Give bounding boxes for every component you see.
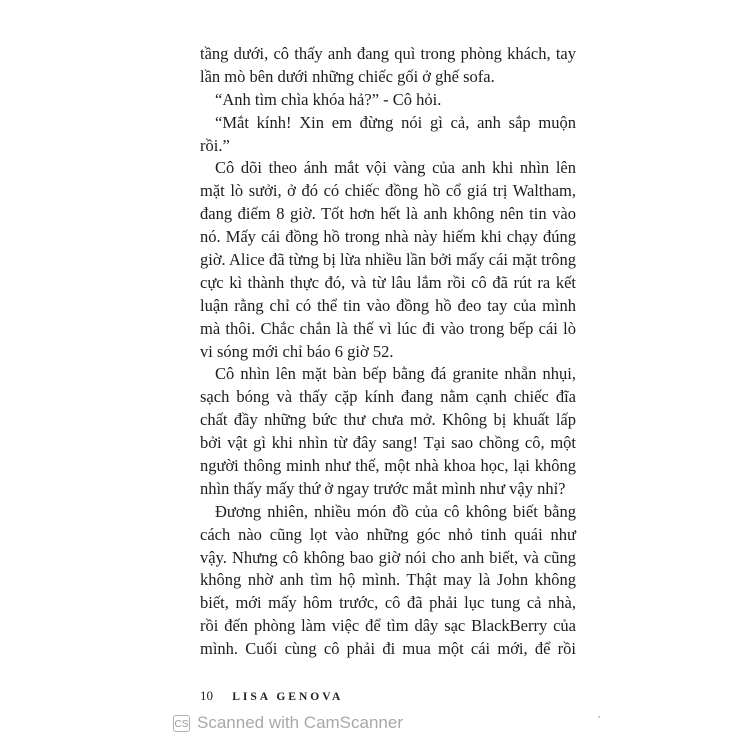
- text-line: bởi vật gì khi nhìn từ đây sang! Tại sao chồng cô, một: [200, 433, 576, 453]
- text-line: Cô dõi theo ánh mắt vội vàng của anh khi nhìn lên: [215, 158, 576, 178]
- text-line: biết, mới mấy hôm trước, cô đã phải lục tung cả nhà,: [200, 593, 576, 613]
- text-line: giờ. Alice đã từng bị lừa nhiều lần bởi mấy cái mặt trông: [200, 250, 576, 270]
- text-line: tầng dưới, cô thấy anh đang quì trong phòng khách, tay: [200, 44, 576, 63]
- camscanner-logo-icon: CS: [173, 715, 190, 732]
- text-line: đang điểm 8 giờ. Tốt hơn hết là anh không nên tin vào: [200, 204, 576, 224]
- text-line: chất đầy những bức thư chưa mở. Không bị khuất lấp: [200, 410, 576, 430]
- text-line: “Mắt kính! Xin em đừng nói gì cả, anh sắp muộn: [215, 112, 576, 132]
- text-line: rồi đến phòng làm việc để tìm dây sạc BlackBerry của: [200, 616, 576, 636]
- text-line: cách nào cũng lọt vào những góc nhỏ tinh quái như: [200, 524, 576, 544]
- text-line: nhìn thấy mấy thứ ở ngay trước mắt mình như vậy nhỉ?: [200, 478, 566, 498]
- text-line: mặt lò sưởi, ở đó có chiếc đồng hồ cổ giá trị Waltham,: [200, 181, 576, 201]
- scan-speck: [598, 716, 600, 718]
- author-running-head: LISA GENOVA: [232, 691, 344, 703]
- camscanner-watermark: [173, 713, 403, 733]
- text-line: “Anh tìm chìa khóa hả?” - Cô hỏi.: [215, 89, 442, 109]
- text-line: nó. Mấy cái đồng hồ trong nhà này hiếm khi chạy đúng: [200, 227, 576, 247]
- text-line: vi sóng mới chỉ báo 6 giờ 52.: [200, 341, 394, 361]
- text-line: mình. Cuối cùng cô phải đi mua một cái mới, để rồi: [200, 639, 576, 659]
- text-line: mà thôi. Chắc chắn là thế vì lúc đi vào trong bếp cái lò: [200, 318, 576, 338]
- page-number: 10: [200, 688, 213, 703]
- text-line: Cô nhìn lên mặt bàn bếp bằng đá granite nhẵn nhụi,: [215, 364, 576, 384]
- text-line: rồi.”: [200, 135, 230, 155]
- text-line: lần mò bên dưới những chiếc gối ở ghế sofa.: [200, 66, 495, 86]
- text-line: không nhờ anh tìm hộ mình. Thật may là John không: [200, 570, 576, 590]
- book-page-text: [200, 43, 576, 661]
- page-footer: [200, 688, 343, 704]
- text-line: người thông minh như thế, một nhà khoa học, lại không: [200, 456, 576, 476]
- text-line: Đương nhiên, nhiều món đồ của cô không biết bằng: [215, 501, 576, 521]
- text-line: sạch bóng và thấy cặp kính đang nằm cạnh chiếc đĩa: [200, 387, 576, 407]
- text-line: vậy. Nhưng cô không bao giờ nói cho anh biết, và cũng: [200, 547, 576, 567]
- text-line: luận rằng chỉ có thể tin vào đồng hồ đeo tay của mình: [200, 295, 576, 315]
- text-line: cực kì thành thực đó, và từ lâu lắm rồi cô đã rút ra kết: [200, 272, 576, 292]
- watermark-text: Scanned with CamScanner: [197, 713, 404, 732]
